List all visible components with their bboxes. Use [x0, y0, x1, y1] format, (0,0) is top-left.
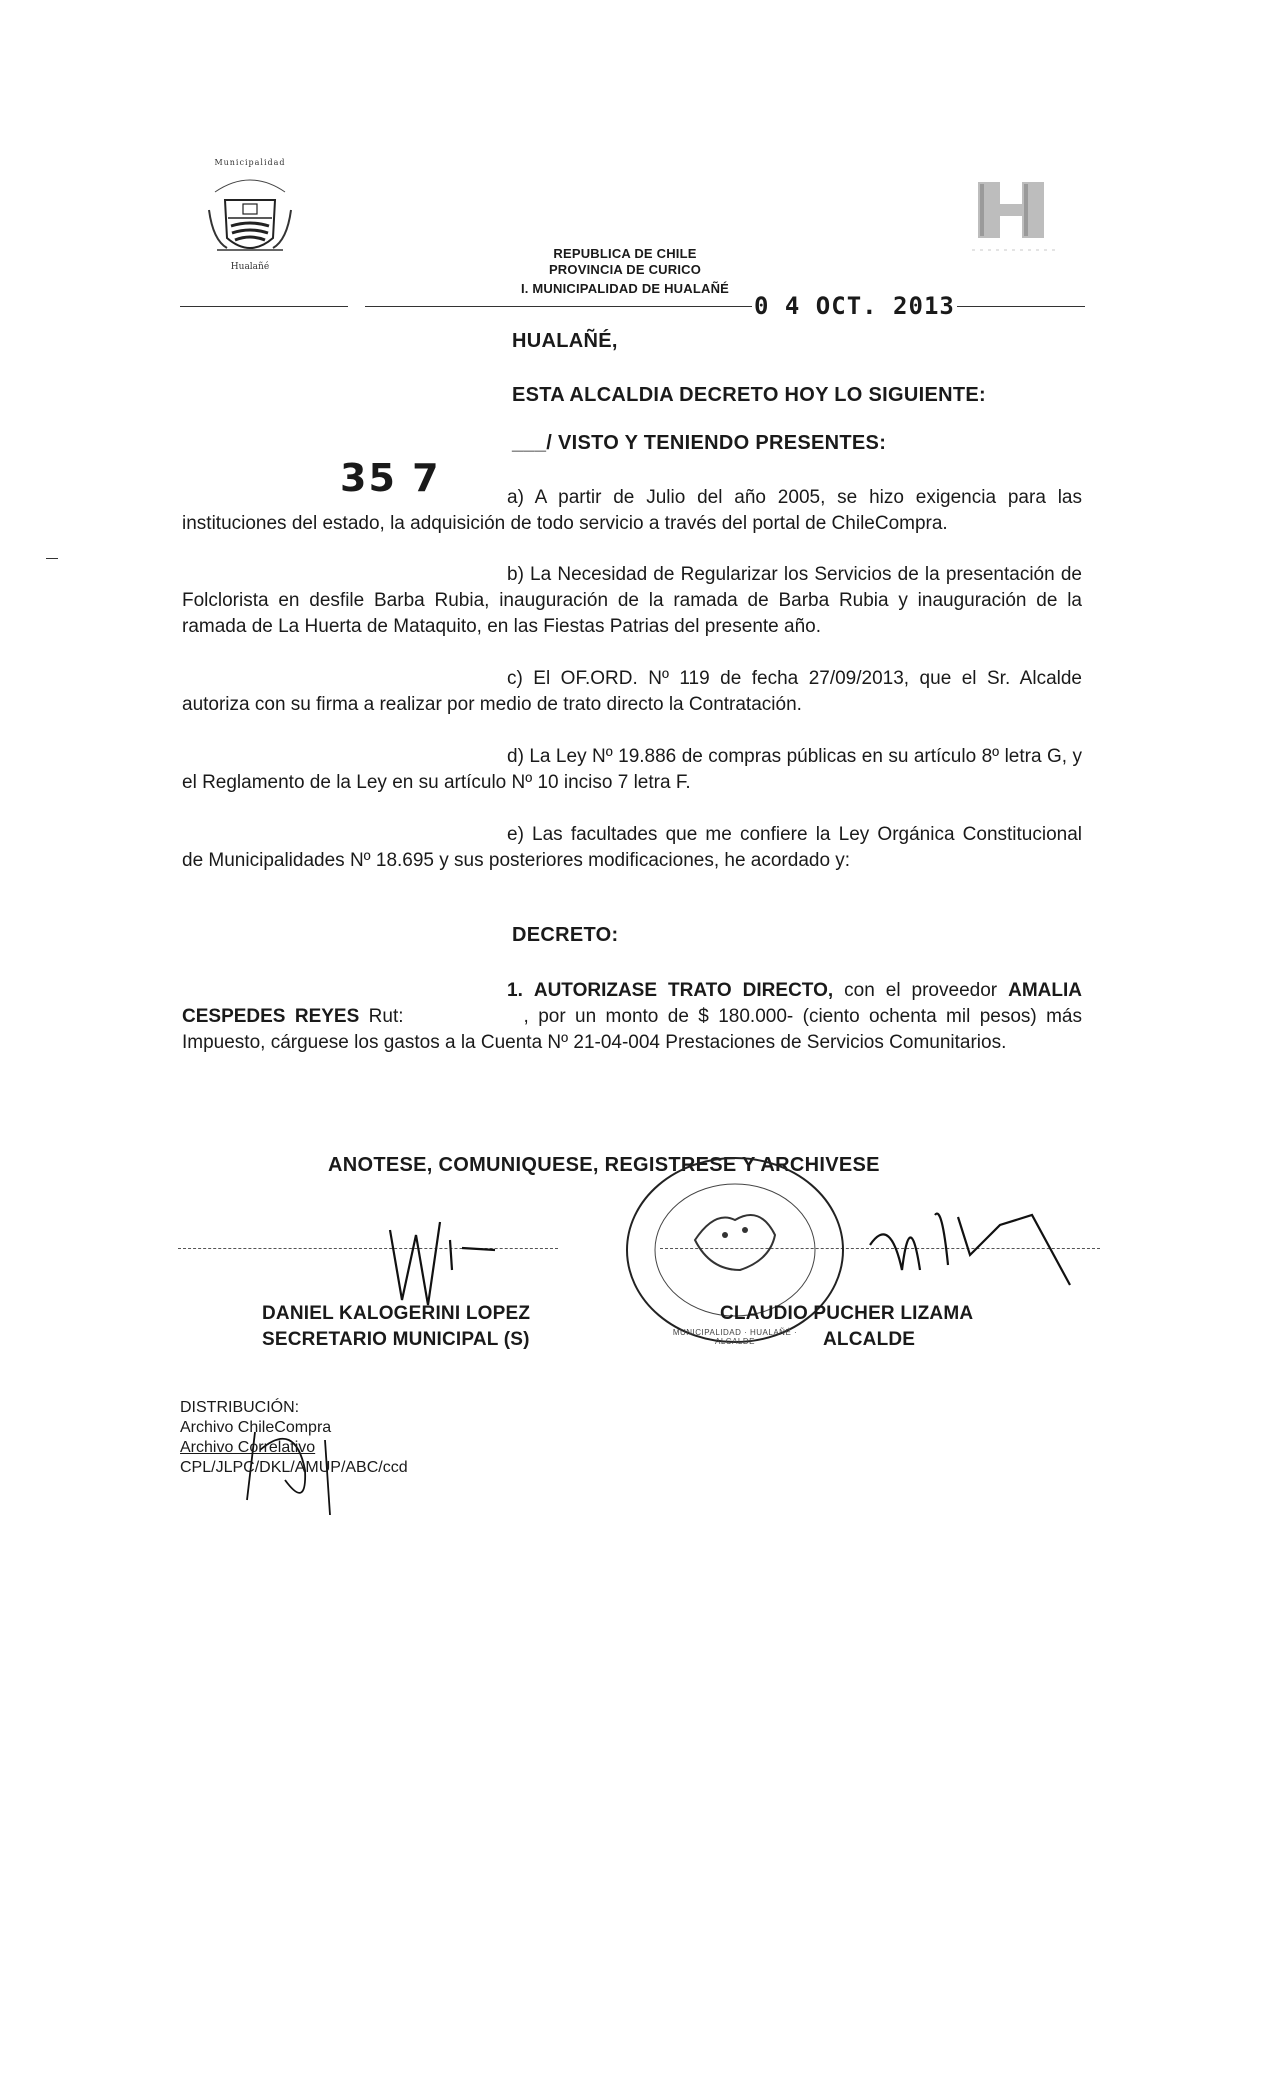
decree-number-stamp: 35 7	[340, 456, 441, 500]
consideration-c	[182, 666, 1082, 718]
distribution-item: Archivo Correlativo	[180, 1439, 316, 1456]
place-heading: HUALAÑÉ,	[512, 330, 618, 352]
hualane-logo-icon	[970, 178, 1060, 258]
header-provincia: PROVINCIA DE CURICO	[548, 262, 702, 277]
distribution-item: CPL/JLPC/DKL/AMUP/ABC/ccd	[180, 1459, 408, 1476]
consideration-a	[182, 485, 1082, 537]
consideration-c-text: c) El OF.ORD. Nº 119 de fecha 27/09/2013, que el Sr. Alcalde autoriza con su firma a realizar por medio de trato directo la Contratación.	[182, 668, 1082, 715]
consideration-d	[182, 744, 1082, 796]
consideration-e	[182, 822, 1082, 874]
secretary-title: SECRETARIO MUNICIPAL (S)	[262, 1329, 530, 1350]
article-1	[182, 978, 1082, 1056]
visto-heading: ___/ VISTO Y TENIENDO PRESENTES:	[512, 432, 887, 454]
date-stamp: 0 4 OCT. 2013	[754, 292, 955, 320]
header-rule-left	[180, 306, 348, 307]
coat-of-arms	[195, 160, 305, 280]
article-1-text-2: , por un monto de $ 180.000- (ciento ochenta mil pesos) más Impuesto, cárguese los gastos a la Cuenta Nº 21-04-004 Prestaciones de Servicios Comunitarios.	[182, 1006, 1082, 1053]
consideration-b-text: b) La Necesidad de Regularizar los Servicios de la presentación de Folclorista en desfile Barba Rubia, inauguración de la ramada de Barba Rubia y inauguración de la ramada de La Huerta de Mataquito, en las Fiestas Patrias del presente año.	[182, 564, 1082, 637]
coat-of-arms-top-text: Municipalidad	[214, 158, 286, 167]
coat-of-arms-bottom-text: Hualañé	[230, 262, 270, 272]
header-republica: REPUBLICA DE CHILE	[553, 246, 697, 261]
article-1-lead: AUTORIZASE TRATO DIRECTO,	[533, 980, 834, 1001]
provider-name: AMALIA CESPEDES REYES	[182, 980, 1082, 1027]
closing-line: ANOTESE, COMUNIQUESE, REGISTRESE Y ARCHIVESE	[328, 1154, 880, 1176]
consideration-a-text: a) A partir de Julio del año 2005, se hizo exigencia para las instituciones del estado, la adquisición de todo servicio a través del portal de ChileCompra.	[182, 487, 1082, 534]
mayor-title: ALCALDE	[823, 1329, 916, 1350]
decreto-heading: DECRETO:	[512, 924, 619, 946]
consideration-b	[182, 562, 1082, 640]
rut-label: Rut:	[368, 1006, 404, 1027]
consideration-e-text: e) Las facultades que me confiere la Ley Orgánica Constitucional de Municipalidades Nº 18.695 y sus posteriores modificaciones, he acordado y:	[182, 824, 1082, 871]
seal-text: MUNICIPALIDAD · HUALAÑÉ · ALCALDE	[672, 1328, 798, 1346]
article-1-number: 1.	[507, 980, 523, 1001]
distribution-heading: DISTRIBUCIÓN:	[180, 1399, 300, 1416]
mayor-signature-scribble	[860, 1185, 1090, 1295]
distribution-item: Archivo ChileCompra	[180, 1419, 332, 1436]
article-1-text-1: con el proveedor	[844, 980, 998, 1001]
mayor-name: CLAUDIO PUCHER LIZAMA	[720, 1303, 974, 1324]
margin-mark	[46, 558, 58, 559]
secretary-name: DANIEL KALOGERINI LOPEZ	[262, 1303, 531, 1324]
header-rule-right	[365, 306, 1085, 307]
header-municipalidad: I. MUNICIPALIDAD DE HUALAÑÉ	[520, 281, 730, 296]
intro-heading: ESTA ALCALDIA DECRETO HOY LO SIGUIENTE:	[512, 384, 986, 406]
top-right-logo	[970, 178, 1060, 258]
consideration-d-text: d) La Ley Nº 19.886 de compras públicas en su artículo 8º letra G, y el Reglamento de la Ley en su artículo Nº 10 inciso 7 letra F.	[182, 746, 1082, 793]
